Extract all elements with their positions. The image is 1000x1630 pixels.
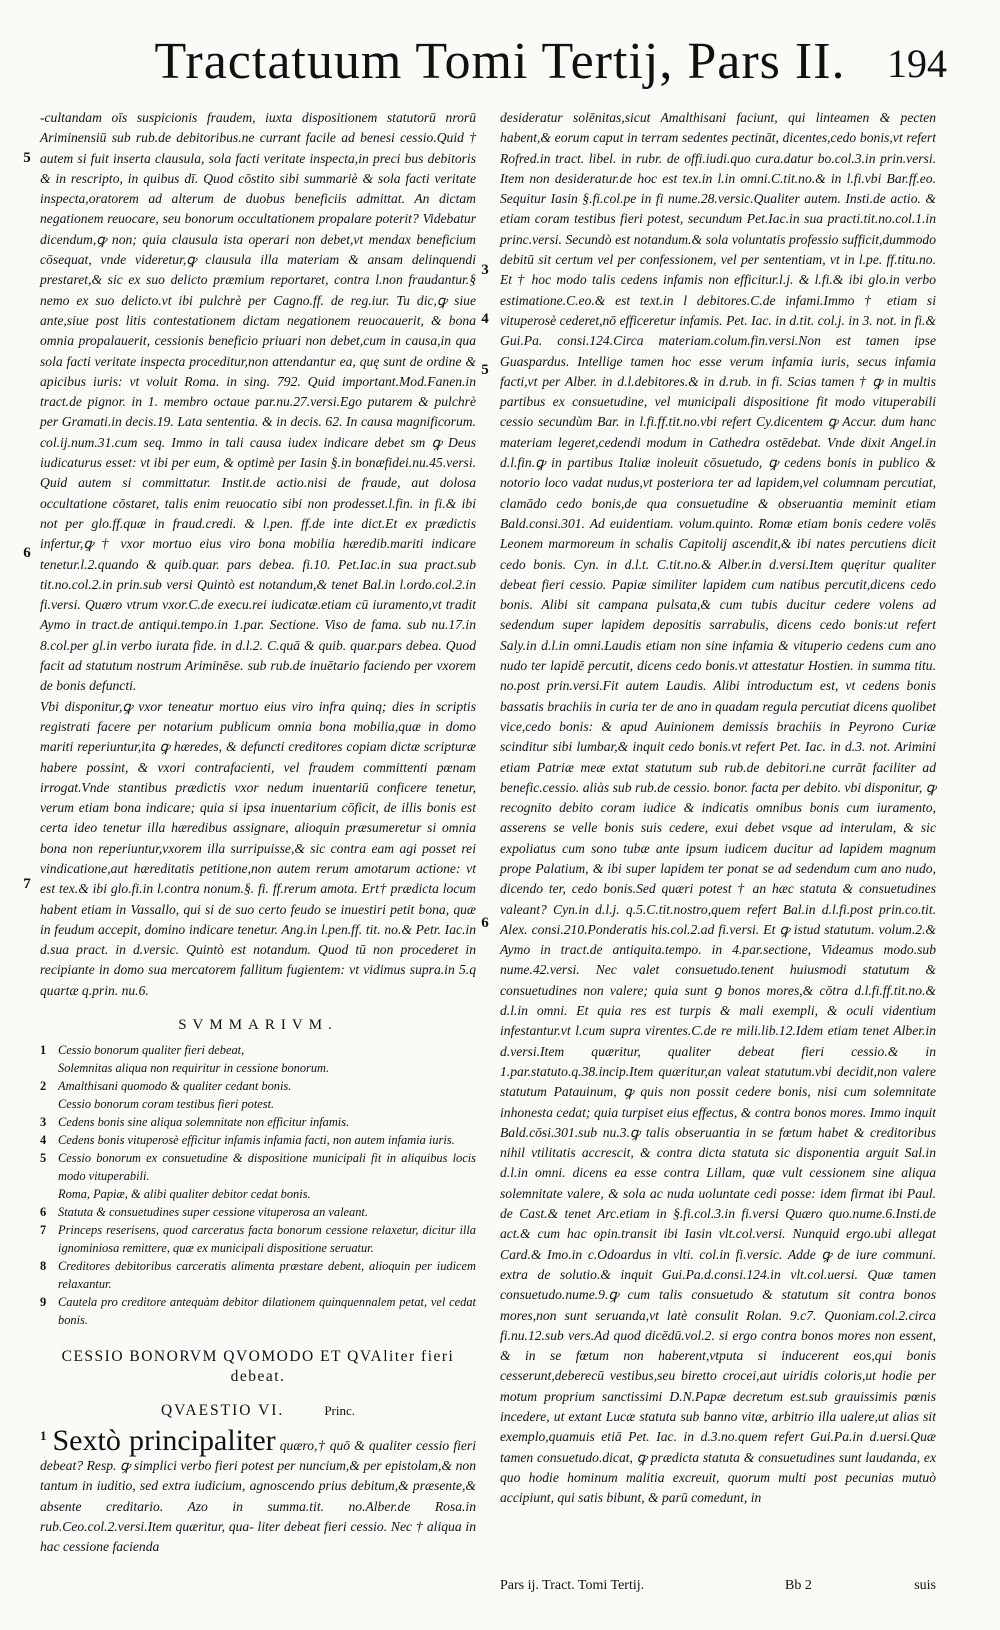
catchword: suis xyxy=(914,1578,936,1593)
summary-item-number: 8 xyxy=(40,1259,47,1274)
margin-number: 5 xyxy=(23,150,31,166)
summary-item-text: Cessio bonorum ex consuetudine & dispositione municipali fit in aliquibus locis modo vituperabili. xyxy=(58,1151,476,1184)
summary-item-number: 7 xyxy=(40,1223,47,1238)
summary-item xyxy=(40,1185,476,1203)
summary-item xyxy=(40,1041,476,1059)
summary-item xyxy=(40,1077,476,1095)
folio-number: 194 xyxy=(887,41,947,86)
summary-item xyxy=(40,1221,476,1257)
summary-item-text: Cessio bonorum qualiter fieri debeat, xyxy=(58,1043,245,1058)
summary-item-number: 6 xyxy=(40,1205,47,1220)
opening-large-words: Sextò principaliter xyxy=(52,1423,276,1457)
margin-number: 6 xyxy=(481,915,489,931)
opening-text: quæro,† quō & qualiter cessio fieri debeat? Resp. ꝙ simplici verbo fieri potest per nuncium,& per epistolam,& non tantum in iuditio, sed extra iudicium, agnoscendo prius debitum,& præsente,& absente creditario. Azo in summa.tit. no.Alber.de Rosa.in rub.Ceo.col.2.versi.Item quæritur, qua- liter debeat fieri cessio. Nec † aliqua in hac cessione facienda xyxy=(40,1437,476,1555)
summary-item-text: Cessio bonorum coram testibus fieri potest. xyxy=(58,1097,275,1112)
section-heading: CESSIO BONORVM QVOMODO ET QVAliter fieri debeat. xyxy=(61,1348,455,1386)
summary-item-number: 9 xyxy=(40,1295,47,1310)
summary-item-text: Solemnitas aliqua non requiritur in cessione bonorum. xyxy=(58,1061,330,1076)
summary-item-text: Cautela pro creditore antequàm debitor dilationem quinquennalem petat, vel cedat bonis. xyxy=(58,1295,476,1328)
summary-item-text: Cedens bonis sine aliqua solemnitate non efficitur infamis. xyxy=(58,1115,350,1130)
summary-list xyxy=(40,1041,476,1329)
summary-item-number: 5 xyxy=(40,1151,47,1166)
running-title: Tractatuum Tomi Tertij, Pars II. xyxy=(154,33,846,90)
summary-item xyxy=(40,1257,476,1293)
summary-item xyxy=(40,1059,476,1077)
summary-item xyxy=(40,1095,476,1113)
summary-item xyxy=(40,1149,476,1185)
summary-item-text: Amalthisani quomodo & qualiter cedant bonis. xyxy=(58,1079,292,1094)
summary-item xyxy=(40,1131,476,1149)
left-paragraph: -cultandam oīs suspicionis fraudem, iuxta dispositionem statutorū nrorū Ariminensiū sub rub.de debitoribus.ne currant facile ad benesi cessio.Quid † autem si fuit inserta clausula, sola facti veritate inspecta,in preci bus debitoris & in rescripto, in quibus dī. Quod cōstito sibi summariè & sola facti veritate inspecta,oratorem ad alterum de duobus beneficiis admittat. An dictam negationem reuocare, seu bonorum occultationem propalare poterit? Videbatur dicendum,ꝙ non; quia clausula ista operari non debet,vt mendax beneficium cōsequat, vnde videretur,ꝙ clausula illa materiam & ansam delinquendi prestaret,& sic ex suo delicto præmium reportaret, contra l.non fraudantur.§ nemo ex suo delicto.vt ibi pulchrè per Cagno.ff. de reg.iur. Tu dic,ꝙ siue ante,siue post litis contestationem dictam negationem reuocauerit, & bona omnia propalauerit, cessionis beneficio priuari non debet,cum in causa,in qua sola facti veritate inspecta proceditur,non attendantur ea, quę sunt de ordine & apicibus iuris: vt voluit Roma. in sing. 792. Quid important.Mod.Fanen.in tract.de pignor. in 1. membro octaue par.nu.27.versi.Ego putarem & pulchrè per Gramati.in decis.19. Lata sententia. & in decis. 62. In causa magnificorum. col.ij.num.31.cum seq. Immo in tali causa iudex indicare debet sm ꝙ Deus iudicaturus esset: vt ibi per eum, & optimè per Iasin §.in bonæfidei.nu.45.versi. Quid autem si committatur. Instit.de actio.nisi de fraude, aut dolosa occultatione cōstaret, talis enim reuocatio sibi non prodesset.l.fin. in fi.& ibi not per glo.ff.quæ in fraud.credi. & l.pen. ff.de inte dict.Et ex prædictis infertur,ꝙ † vxor mortuo eius viro bona mobilia hæredib.mariti indicare tenetur.l.2.quando & quib.quar. pars debea. fi.10. Pet.Iac.in sua pract.sub tit.no.col.2.in prin.sub versi Quintò est notandum,& tenet Bal.in l.ordo.col.2.in fi.versi. Quæro vtrum vxor.C.de execu.rei iudicatæ.etiam cū iuramento,vt tradit Aymo in tract.de antiqui.tempo.in 1.par. Sectione. Viso de fama. sub nu.17.in 8.col.per gl.in verbo iurata fide. in d.l.2. C.quā & quib. quar.pars debea. Quod facit ad statutum nostrum Ariminēse. sub rub.de inuētario faciendo per vxorem de bonis defuncti. xyxy=(40,110,476,694)
summary-item-text: Princeps reserisens, quod carceratus facta bonorum cessione relaxetur, dicitur illa ignominiosa remittere, quæ ex municipali dispositione seruatur. xyxy=(58,1223,476,1256)
footer-text: Pars ij. Tract. Tomi Tertij. xyxy=(500,1578,645,1593)
summary-item-number: 1 xyxy=(40,1043,47,1058)
question-line xyxy=(40,1401,476,1421)
page-footer xyxy=(500,1578,936,1594)
summary-item xyxy=(40,1293,476,1329)
left-paragraph: Vbi disponitur,ꝙ vxor teneatur mortuo eius viro infra quinq; dies in scriptis registrati facere per notarium publicum omnia bona mobilia,quæ in domo mariti reperiuntur,ita ꝙ hæredes, & defuncti creditores copiam dictæ scripturæ habere possint, & vxori contrafacienti, vel fraudem committenti pœnam irrogat.Vnde stantibus prædictis vxor nedum inuentariū conficere tenetur, verum etiam bona indicare; quia si ipsa inuentarium cōficit, de illis bonis est certa ideo tenetur illa hæredibus assignare, alioquin præsumeretur si omnia bona non reperiuntur,vxorem illa surripuisse,& sic contra eam agi posset rei vindicatione,aut hæreditatis petitione,non autem rerum amotarum actione: vt est tex.& ibi glo.fi.in l.contra nonum.§. fi. ff.rerum amota. Ert† prædicta locum habent etiam in Vassallo, qui si de suo certo feudo se inuestiri petit bona, quæ in feudum accepit, domino indicare tenetur. Ang.in l.pen.ff. tit. no.& Petr. Iac.in d.sua pract. in d.versic. Quintò est notandum. Quod tū non procederet in recipiante in domo sua mercatorem fallitum fugientem: vt vidimus supra.in 5.q quartæ q.prin. nu.6. xyxy=(40,698,476,998)
right-paragraph: desideratur solēnitas,sicut Amalthisani faciunt, qui linteamen & pecten habent,& eorum caput in terram sedentes pectināt, dicentes,cedo bonis,vt refert Rofred.in tract. libel. in rubr. de offi.iudi.quo cura.datur bo.col.3.in prin.versi. Item non desideratur.de hoc est tex.in l.in omni.C.tit.no.& in l.fi.vbi Bar.ff.eo. Sequitur Iasin §.fi.col.pe in fi nume.28.versic.Qualiter autem. Insti.de actio. & etiam coram testibus fieri potest, secundum Pet.Iac.in sua practi.tit.no.col.1.in princ.versi. Secundò est notandum.& sola voluntatis professio sufficit,dummodo debitū sit certum vel per confessionem, vel per sententiam, vt in l.pe. ff.titu.no. Et † hoc modo talis cedens infamis non efficitur.l.j. & l.fi.& ibi glo.in verbo estimatione.C.eo.& est text.in l debitores.C.de infami.Immo † etiam si vituperosè cederet,nō efficeretur infamis. Pet. Iac. in d.tit. col.j. in 3. not. in fi.& Gui.Pa. consi.124.Circa materiam.colum.fin.versi.Non est tamen ipse Guaspardus. Intellige tamen hoc esse verum infamia iuris, secus infamia facti,vt per Alber. in d.l.debitores.& in d.rub. in fi. Scias tamen † ꝙ in multis partibus ex consuetudine, vel municipali dispositione fit modo vituperabili cessio secundùm Bar. in l.fi.ff.tit.no.vbi refert Cy.dicentem ꝙ Accur. dum hanc materiam legeret,cedendi modum in Cathedra ostēdebat. Vnde dixit Angel.in d.l.fin.ꝙ in partibus Italiæ inoleuit cōsuetudo, ꝙ cedens bonis in publico & notorio loco vadat nudus,vt posteriora ter ad lapidem,vel columnam percutiat, clamādo cedo bonis,de qua consuetudine & obseruantia meminit etiam Bald.consi.301. Ad euidentiam. volum.quinto. Romæ etiam bonis cedere volēs Leonem marmoreum in schalis Capitolij ascendit,& ibi nates percutiens dicit cedo bonis. Cyn. in d.l.t. C.tit.no.& Alber.in d.versi.Item quęritur qualiter debeat fieri cessio. Papiæ similiter lapidem cum natibus percutit,dicens cedo bonis. Alibi sit campana pulsata,& cum tubis ducitur cedere volens ad sedendum super lapidem depositis sarrabulis, dicens cedo bonis:ut refert Saly.in d.l.in omni.Laudis etiam non sine infamia & vituperio cedens cum ano nudo ter lapidē percutit, dicens cedo bonis.vt attestatur Hostien. in summa titu. no.post prin.versi.Fit autem Laudis. Alibi introductum est, vt cedens bonis bassatis brachiis in curia ter de ano in quadam regula percutiat dicens quolibet vice,cedo bonis: & apud Auinionem demissis brachiis in Peyrono Curiæ scinditur sibi lumbar,& inquit cedo bonis.vt refert Pet. Iac. in d.3. not. Arimini etiam Patriæ meæ extat statutum sub rub.de debitori.ne currāt faciliter ad benefic.cessio. aliàs sub rub.de cessio. bonor. facta per debito. vbi disponitur, ꝙ recognito debito coram iudice & indicatis omnibus bonis cum iuramento, asserens se velle bonis suis cedere, exui debet vsque ad interulam, & sic expoliatus cum sono tubæ ante ipsum iudicem ducitur ad lapidem magnum prope Palatium, & ibi super lapidem ter ponat se ad sedendum cum ano nudo, dicendo ter, cedo bonis.Sed quæri potest † an hæc statuta & consuetudines valeant? Cyn.in d.l.j. q.5.C.tit.nostro,quem refert Bal.in d.l.fi.post prin.co.tit. Alex. consi.210.Ponderatis his.col.2.ad fi.versi. Et ꝙ istud statutum. volum.2.& Aymo in tract.de antiquita.tempo. in 4.par.sectione, Videamus modo.sub nume.42.versi. Nec valet consuetudo.tenent huiusmodi statutum & consuetudines non valere; quia sunt ꝯ bonos mores,& cōtra d.l.fi.ff.tit.no.& d.l.in omni. Et quia res est turpis & mali exempli, & oculi videntium infestantur.vt l.cum supra virentes.C.de re mili.lib.12.Idem etiam tenet Alber.in d.versi.Item quæritur, qualiter debeat fieri cessio.& in 1.par.statuto.q.38.incip.Item quæritur,an valeat statutum.vbi decidit,non valere statutum Patauinum, ꝙ quis non possit cedere bonis, nisi cum solemnitate inhonesta cedat; quia turpiset eius effectus, & contra bonos mores. Immo inquit Bald.cōsi.301.sub nu.3.ꝙ talis obseruantia in se fœtum habet & creditoribus nihil vtilitatis accrescit, & contra dicta statuta sic disponentia arguit Sal.in d.l.in omni. dicens ea esse contra Lillam, quæ vult cessionem sine aliqua solemnitate valere, & sola ac nuda uoluntate cedi posse: idem firmat ibi Paul. de Cast.& tenet Arc.etiam in §.fi.col.3.in fi.versi Quæro quo.nume.6.Insti.de act.& cum hac opin.transit ibi Iasin vlt.col.versi. Nunquid ergo.ubi allegat Card.& Imo.in c.Odoardus in vlti. col.in fi.versic. Adde ꝙ de iure communi. extra de solutio.& inquit Gui.Pa.d.consi.124.in vlt.col.uersi. Quæ tamen consuetudo.nume.9.ꝙ cum talis consuetudo & statutum sit contra bonos mores,non sunt seruanda,vt latè consulit Rolan. 9.c7. Quoniam.col.2.circa fi.nu.12.sub vers.Ad quod dicēdū.vol.2. si ergo contra bonos mores non essent, & in se fœtum non haberent,vtputa si inducerent eos,qui bonis cesserunt,deberecū vestibus,seu biretto crocei,aut uiridis coloris,ut hodie per motum proprium sanctissimi D.N.Papæ decretum est.sub grauissimis pœnis incedere, ut extant Lucæ statuta sub banno vitæ, arbitrio illa ualere,ut alias sit exemplo,quamuis etiā Pet. Iac. in d.3.no.quem refert Gui.Pa.in d.uersi.Quæ tamen consuetudo.dicat, ꝙ prædicta statuta & consuetudines sunt laudanda, ex quo hodie hominum malitia excreuit, quorum multi post pecunias mutuò accipiunt, qui satis bibunt, & parū comedunt, in xyxy=(500,110,936,1506)
summary-item xyxy=(40,1203,476,1221)
summary-item-text: Statuta & consuetudines super cessione vituperosa an valeant. xyxy=(58,1205,368,1220)
summary-item-text: Creditores debitoribus carceratis alimenta præstare debent, alioquin per iudicem relaxantur. xyxy=(58,1259,476,1292)
margin-number: 6 xyxy=(23,545,31,561)
signature-mark: Bb 2 xyxy=(785,1578,812,1593)
summary-item-number: 3 xyxy=(40,1115,47,1130)
summary-item-text: Cedens bonis vituperosè efficitur infamis infamia facti, non autem infamia iuris. xyxy=(58,1133,455,1148)
question-label: QVAESTIO VI. xyxy=(160,1402,285,1420)
summary-item-number: 2 xyxy=(40,1079,47,1094)
margin-number: 7 xyxy=(23,876,31,892)
question-princ: Princ. xyxy=(324,1403,356,1419)
margin-number: 5 xyxy=(481,362,489,378)
summary-title: SVMMARIVM. xyxy=(178,1017,338,1034)
summary-item xyxy=(40,1113,476,1131)
margin-number: 3 xyxy=(481,262,489,278)
opening-number: 1 xyxy=(40,1427,47,1443)
right-column xyxy=(500,108,936,1508)
left-column xyxy=(40,108,476,1557)
margin-number: 4 xyxy=(481,311,489,327)
opening-paragraph xyxy=(40,1423,476,1558)
summary-item-number: 4 xyxy=(40,1133,47,1148)
summary-item-text: Roma, Papiæ, & alibi qualiter debitor cedat bonis. xyxy=(58,1187,311,1202)
